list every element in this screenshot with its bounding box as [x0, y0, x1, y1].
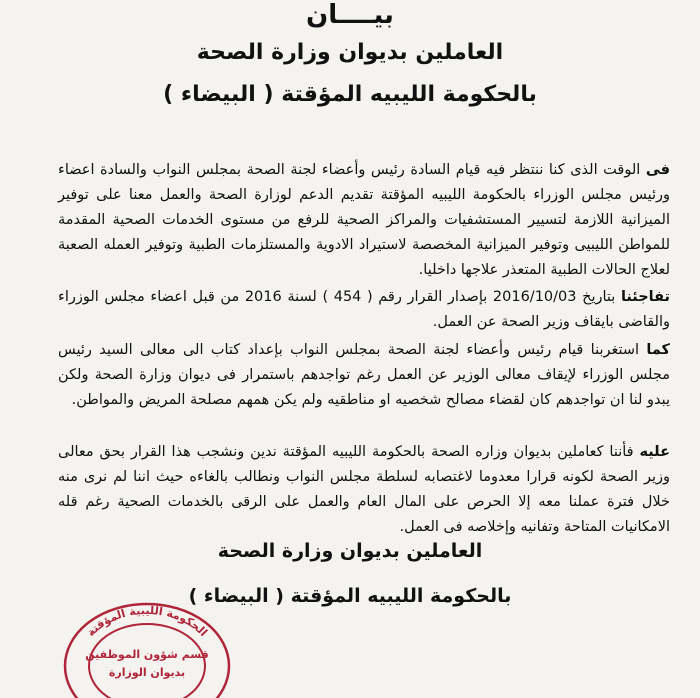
statement-title: بيــــان	[306, 0, 394, 30]
svg-text:الحكومة الليبية المؤقتة	[84, 604, 210, 639]
paragraph-1-text: الوقت الذى كنا ننتظر فيه قيام السادة رئيس وأعضاء لجنة الصحة بمجلس النواب والسادة اعضاء ورئيس مجلس الوزراء بالحكومة الليبيه المؤقتة تقديم الدعم لوزارة الصحة والعمل معنا على توفير الميزانية اللازمة لتسيير المستشفيات والمراكز الصحية للرفع من مستوى الخدمات الصحية المقدمة للمواطن الليبيى وتوفير الميزانية المخصصة لاستيراد الادوية والمستلزمات الطبية وتوفير العمله الصعبة لعلاج الحالات الطبية المتعذر علاجها داخليا.	[58, 162, 670, 278]
stamp-inner-line-2: بديوان الوزارة	[108, 666, 186, 679]
paragraph-3-text: استغربنا قيام رئيس وأعضاء لجنة الصحة بمجلس النواب بإعداد كتاب الى معالى السيد رئيس مجلس الوزراء لإيقاف معالى الوزير عن العمل رغم تواجدهم باستمرار فى ديوان وزارة الصحة ولكن يبدو لنا ان تواجدهم كان لقضاء مصالح شخصيه او مناطقيه ولم يكن همهم مصلحة المريض والمواطن.	[58, 342, 670, 408]
paragraph-4-lead: عليه	[639, 444, 670, 460]
paragraph-2-lead: تفاجئنا	[620, 289, 670, 305]
signature-line-2: بالحكومة الليبيه المؤقتة ( البيضاء )	[188, 585, 512, 607]
issuer-line-2: بالحكومة الليبيه المؤقتة ( البيضاء )	[163, 82, 537, 107]
paragraph-3-lead: كما	[646, 342, 670, 358]
paragraph-4	[58, 440, 670, 540]
paragraph-2-text: بتاريخ 2016/10/03 بإصدار القرار رقم ( 454 ) لسنة 2016 من قبل اعضاء مجلس الوزراء والقاضى بايقاف وزير الصحة عن العمل.	[58, 289, 670, 330]
paragraph-1-lead: فى	[645, 162, 670, 178]
paragraph-2	[58, 285, 670, 335]
paragraph-1	[58, 158, 670, 283]
paragraph-4-text: فأننا كعاملين بديوان وزاره الصحة بالحكومة الليبيه المؤقتة ندين ونشجب هذا القرار بحق معالى وزير الصحة لكونه قرارا معدوما لاغتصابه لسلطة مجلس النواب ونطالب بالغاءه حيث اننا لم نرى منه خلال فترة عملنا معه إلا الحرص على المال العام والعمل على الرقى بالخدمات الصحية رغم قله الامكانيات المتاحة وتفانيه وإخلاصه فى العمل.	[58, 444, 670, 535]
official-stamp	[58, 598, 236, 698]
stamp-inner-ring	[89, 624, 205, 698]
paragraph-3	[58, 338, 670, 413]
stamp-outer-text: الحكومة الليبية المؤقتة	[84, 603, 210, 639]
stamp-inner-line-1: قسم شؤون الموظفين	[85, 648, 209, 661]
signature-line-1: العاملين بديوان وزارة الصحة	[217, 540, 483, 562]
issuer-line-1: العاملين بديوان وزارة الصحة	[196, 40, 504, 65]
